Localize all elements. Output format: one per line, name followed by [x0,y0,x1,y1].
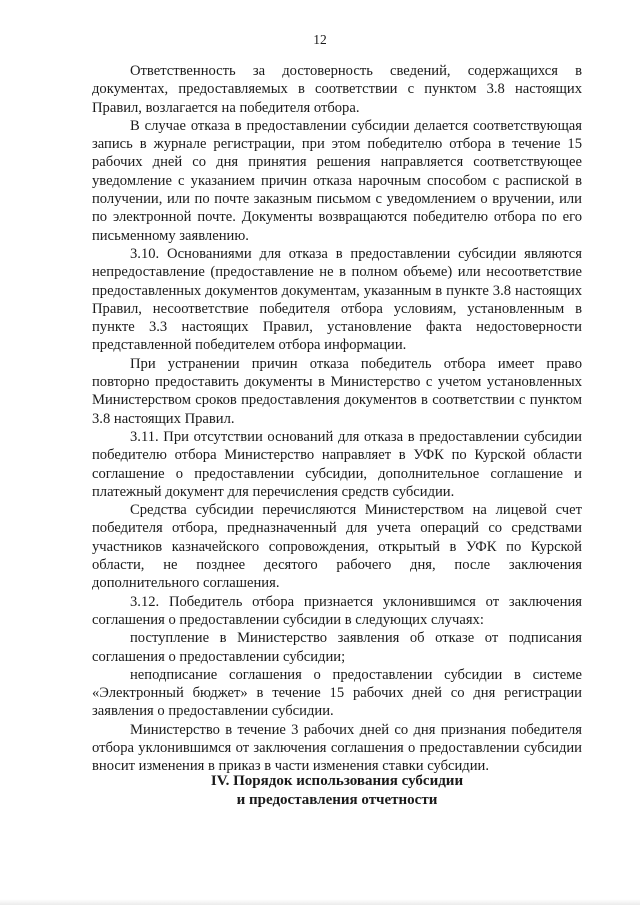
paragraph-resubmission: При устранении причин отказа победитель отбора имеет право повторно предоставить документы в Министерство с учетом установленных Министерством сроков предоставления документов в соответствии с пунктом 3.8 настоящих Правил. [92,355,582,427]
section-heading-line-2: и предоставления отчетности [236,791,438,808]
body-text [92,62,582,776]
paragraph-ministry-changes: Министерство в течение 3 рабочих дней со дня признания победителя отбора уклонившимся от заключения соглашения о предоставлении субсидии вносит изменения в приказ в части изменения ставки субсидии. [92,721,582,775]
scan-edge [0,899,640,905]
paragraph-refusal-notice: В случае отказа в предоставлении субсидии делается соответствующая запись в журнале регистрации, при этом победителю отбора в течение 15 рабочих дней со дня принятия решения направляется соответствующее уведомление с указанием причин отказа нарочным способом с распиской в получении, или по почте заказным письмом с уведомлением о вручении, или по электронной почте. Документы возвращаются победителю отбора по его письменному заявлению. [92,117,582,244]
paragraph-3-11: 3.11. При отсутствии оснований для отказа в предоставлении субсидии победителю отбора Министерство направляет в УФК по Курской области соглашение о предоставлении субсидии, дополнительное соглашение и платежный документ для перечисления средств субсидии. [92,428,582,500]
paragraph-3-10: 3.10. Основаниями для отказа в предоставлении субсидии являются непредоставление (предоставление не в полном объеме) или несоответствие предоставленных документов документам, указанным в пункте 3.8 настоящих Правил, несоответствие победителя отбора условиям, установленным в пункте 3.3 настоящих Правил, установление факта недостоверности представленной победителем отбора информации. [92,245,582,354]
paragraph-responsibility: Ответственность за достоверность сведений, содержащихся в документах, предоставляемых в соответствии с пунктом 3.8 настоящих Правил, возлагается на победителя отбора. [92,63,582,116]
section-heading [92,772,582,809]
list-item-not-signed: неподписание соглашения о предоставлении субсидии в системе «Электронный бюджет» в течение 15 рабочих дней со дня регистрации заявления о предоставлении субсидии. [92,666,582,720]
list-item-refusal-application: поступление в Министерство заявления об отказе от подписания соглашения о предоставлении субсидии; [92,630,582,665]
page-number: 12 [313,32,327,47]
paragraph-3-12: 3.12. Победитель отбора признается уклонившимся от заключения соглашения о предоставлении субсидии в следующих случаях: [92,593,582,628]
paragraph-transfer-of-funds: Средства субсидии перечисляются Министерством на лицевой счет победителя отбора, предназначенный для учета операций со средствами участников казначейского сопровождения, открытый в УФК по Курской области, не позднее десятого рабочего дня, после заключения дополнительного соглашения. [92,502,582,592]
section-heading-line-1: IV. Порядок использования субсидии [210,773,464,789]
